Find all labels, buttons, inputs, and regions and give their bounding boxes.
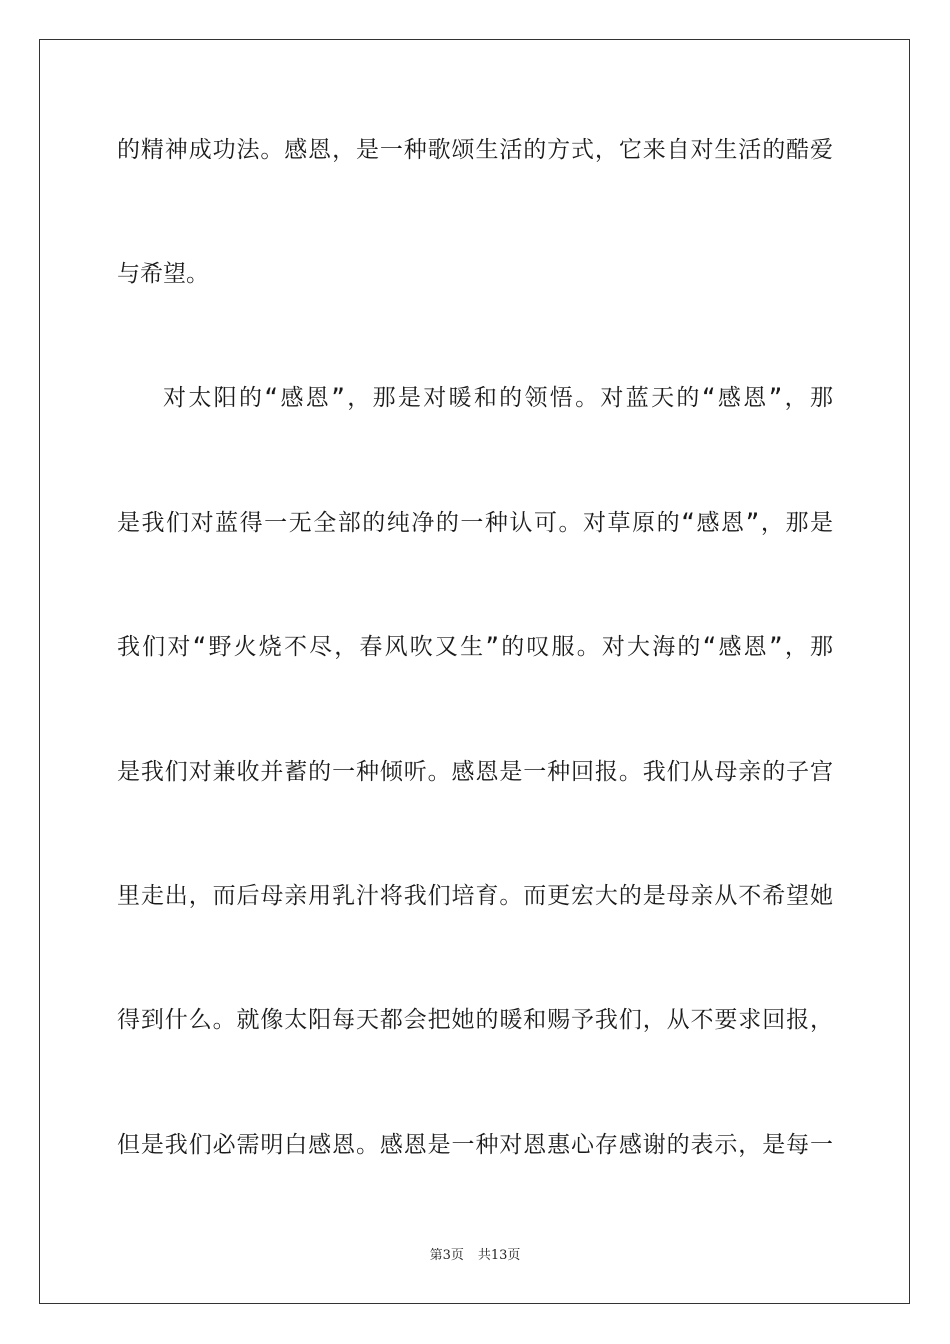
text-line-6: 是我们对兼收并蓄的一种倾听。感恩是一种回报。我们从母亲的子宫 [117,759,833,785]
text-line-9: 但是我们必需明白感恩。感恩是一种对恩惠心存感谢的表示，是每一 [117,1132,833,1158]
text-line-3: 对太阳的“感恩”，那是对暖和的领悟。对蓝天的“感恩”，那 [163,385,833,411]
page-total: 共13页 [477,1248,521,1263]
text-line-1: 的精神成功法。感恩，是一种歌颂生活的方式，它来自对生活的酷爱 [117,137,833,163]
text-line-4: 是我们对蓝得一无全部的纯净的一种认可。对草原的“感恩”，那是 [117,510,833,536]
page-border [39,39,910,1304]
text-line-2: 与希望。 [117,261,209,287]
text-line-7: 里走出，而后母亲用乳汁将我们培育。而更宏大的是母亲从不希望她 [117,883,833,909]
page-number: 第3页 [429,1248,464,1263]
text-line-5: 我们对“野火烧不尽，春风吹又生”的叹服。对大海的“感恩”，那 [117,634,833,660]
page-footer [0,1247,950,1265]
text-line-8: 得到什么。就像太阳每天都会把她的暖和赐予我们，从不要求回报， [117,1007,833,1033]
